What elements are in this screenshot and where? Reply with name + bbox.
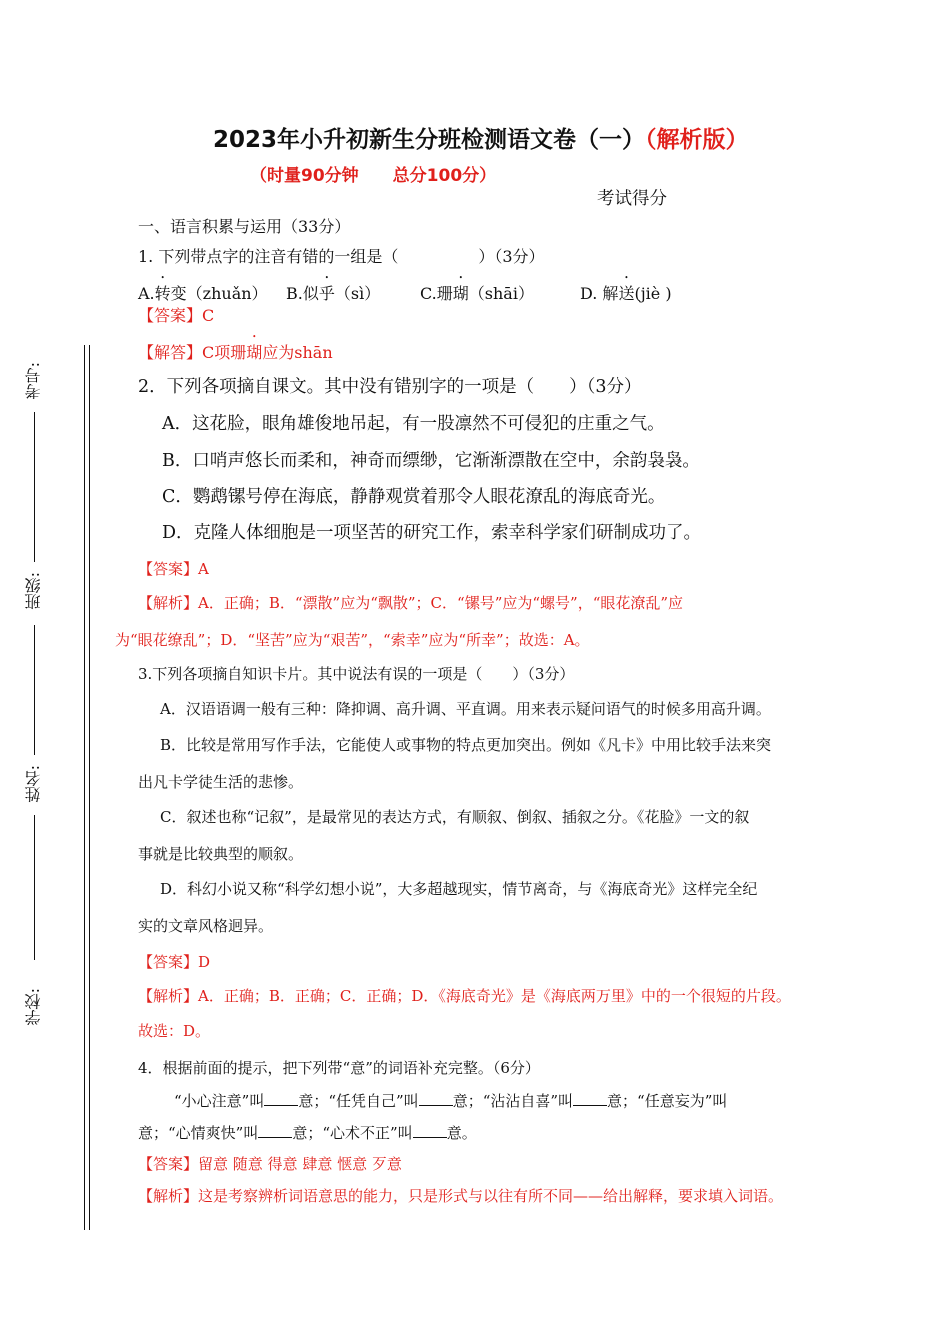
- q4-explanation: 【解析】这是考察辨析词语意思的能力，只是形式与以往有所不同——给出解释，要求填入词语。: [138, 1187, 784, 1205]
- q2-option-a: A．这花脸，眼角雄俊地吊起，有一股凛然不可侵犯的庄重之气。: [162, 414, 665, 434]
- q1-stem: 1. 下列带点字的注音有错的一组是（ ）（3分）: [138, 247, 545, 266]
- q1-option-c: C.珊瑚（shāi）: [420, 284, 534, 303]
- class-label: 班级:: [24, 572, 43, 610]
- section-heading: 一、语言积累与运用（33分）: [138, 217, 351, 236]
- q1-option-b: B.似乎（sì）: [286, 284, 381, 303]
- q4-line2: 意；“心情爽快”叫 意；“心术不正”叫 意。: [138, 1124, 477, 1142]
- q4-blank-3: [573, 1091, 607, 1106]
- q4-blank-4: [258, 1123, 292, 1138]
- exam-time-score: （时量90分钟 总分100分）: [250, 166, 497, 186]
- q2-option-d: D．克隆人体细胞是一项坚苦的研究工作，索幸科学家们研制成功了。: [162, 523, 702, 543]
- exam-number-line: [34, 412, 35, 562]
- q2-explanation-line1: 【解析】A．正确；B．“漂散”应为“飘散”；C．“镙号”应为“螺号”，“眼花潦乱”应: [138, 594, 684, 612]
- q1-option-a: A.转变（zhuǎn）: [138, 284, 268, 303]
- q4-stem: 4．根据前面的提示，把下列带“意”的词语补充完整。（6分）: [138, 1059, 540, 1077]
- q2-option-c: C．鹦鹉镙号停在海底，静静观赏着那令人眼花潦乱的海底奇光。: [162, 487, 666, 507]
- margin-line-right: [89, 345, 90, 1230]
- q3-answer: 【答案】D: [138, 953, 211, 971]
- q2-option-b: B．口哨声悠长而柔和，神奇而缥缈，它渐渐漂散在空中，余韵袅袅。: [162, 451, 700, 471]
- q3-option-c-line2: 事就是比较典型的顺叙。: [138, 845, 304, 863]
- school-label: 学校:: [24, 988, 43, 1026]
- score-label: 考试得分: [597, 189, 667, 209]
- q4-line1: “小心注意”叫 意；“任凭自己”叫 意；“沾沾自喜”叫 意；“任意妄为”叫: [174, 1092, 728, 1110]
- margin-line-left: [84, 345, 85, 1230]
- q3-explanation-line1: 【解析】A．正确；B．正确；C．正确；D．《海底奇光》是《海底两万里》中的一个很短的片段。: [138, 987, 791, 1005]
- q3-option-c-line1: C．叙述也称“记叙”，是最常见的表达方式，有顺叙、倒叙、插叙之分。《花脸》一文的叙: [160, 808, 750, 826]
- q4-answer: 【答案】留意 随意 得意 肆意 惬意 歹意: [138, 1155, 402, 1173]
- q4-blank-2: [419, 1091, 453, 1106]
- q3-option-d-line2: 实的文章风格迥异。: [138, 917, 274, 935]
- q3-option-d-line1: D．科幻小说又称“科学幻想小说”，大多超越现实，情节离奇，与《海底奇光》这样完全纪: [160, 880, 758, 898]
- q2-explanation-line2: 为“眼花缭乱”；D．“坚苦”应为“艰苦”，“索幸”应为“所幸”；故选：A。: [115, 631, 590, 649]
- q4-blank-5: [413, 1123, 447, 1138]
- q4-blank-1: [264, 1091, 298, 1106]
- q2-stem: 2．下列各项摘自课文。其中没有错别字的一项是（ ）（3分）: [138, 377, 642, 397]
- q3-option-b-line1: B．比较是常用写作手法，它能使人或事物的特点更加突出。例如《凡卡》中用比较手法来突: [160, 736, 772, 754]
- title-edition: （解析版）: [645, 127, 749, 153]
- name-line: [34, 815, 35, 960]
- q1-option-d: D. 解送(jiè ): [580, 284, 672, 303]
- q3-option-a: A．汉语语调一般有三种：降抑调、高升调、平直调。用来表示疑问语气的时候多用高升调。: [160, 700, 771, 718]
- title-main: 2023年小升初新生分班检测语文卷（一）: [213, 127, 646, 153]
- q1-answer: 【答案】C: [138, 306, 215, 325]
- q3-option-b-line2: 出凡卡学徒生活的悲惨。: [138, 773, 304, 791]
- q2-answer: 【答案】A: [138, 560, 209, 578]
- q3-explanation-line2: 故选：D。: [138, 1022, 211, 1040]
- name-label: 姓名:: [24, 765, 43, 803]
- class-line: [34, 625, 35, 755]
- q3-stem: 3.下列各项摘自知识卡片。其中说法有误的一项是（ ）（3分）: [138, 665, 575, 683]
- exam-number-label: 考号:: [24, 362, 43, 400]
- page-title: [213, 121, 749, 154]
- q1-explanation: 【解答】C项珊瑚应为shān: [138, 343, 333, 362]
